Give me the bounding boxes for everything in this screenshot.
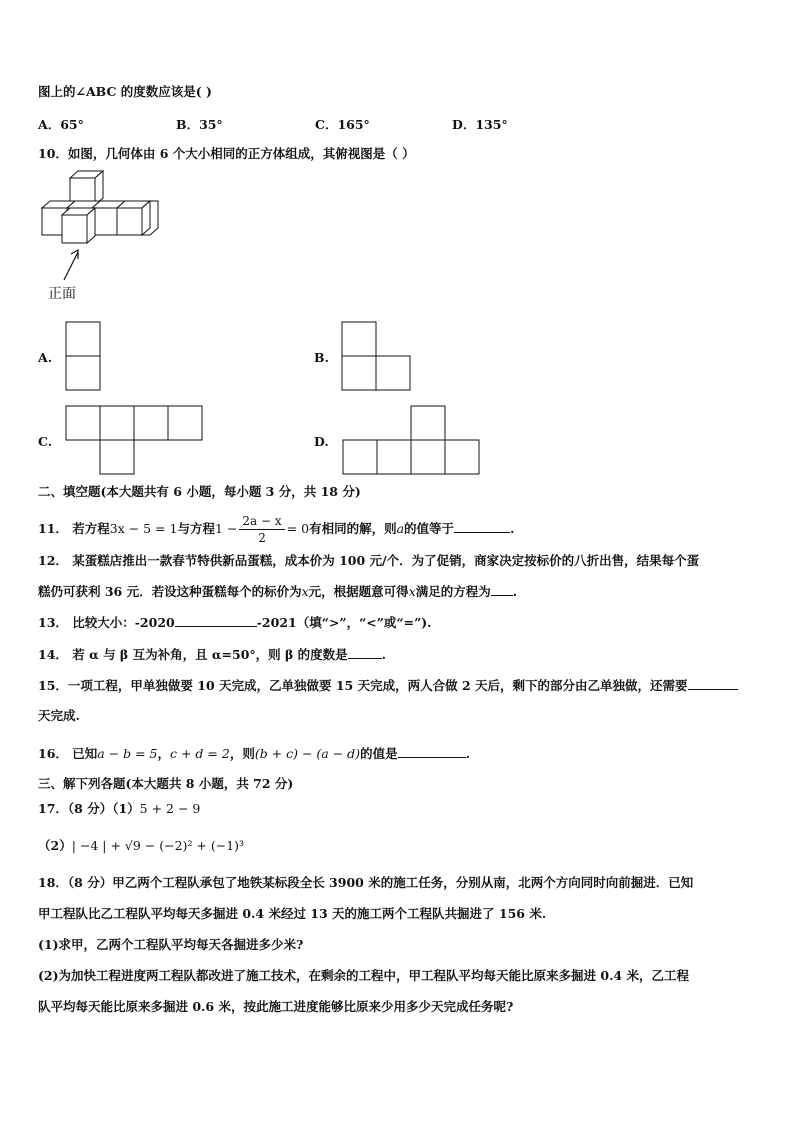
q12-variable: x bbox=[301, 584, 309, 599]
front-view-arrow bbox=[58, 244, 88, 284]
q11-mid: 与方程 bbox=[177, 521, 216, 536]
q10-option-b-view bbox=[341, 321, 413, 392]
q11-eq2-pre: 1 − bbox=[215, 521, 238, 536]
q10-option-d-view bbox=[341, 405, 483, 476]
q12-line2-b: 元，根据题意可得 bbox=[308, 584, 409, 599]
q12-line2-c: 满足的方程为 bbox=[415, 584, 491, 599]
q9-option-c: C．165° bbox=[315, 117, 370, 132]
q11-variable: a bbox=[396, 521, 405, 536]
q12-line1: 12． 某蛋糕店推出一款春节特供新品蛋糕，成本价为 100 元/个．为了促销，商家决定按标价的八折出售，结果每个蛋 bbox=[38, 553, 700, 568]
section2-title: 二、填空题(本大题共有 6 小题，每小题 3 分，共 18 分) bbox=[38, 484, 361, 499]
q12-answer-blank[interactable] bbox=[491, 583, 513, 596]
q10-option-a-label: A. bbox=[38, 350, 53, 365]
q16-separator: ， bbox=[157, 746, 171, 761]
q11-fraction-denominator: 2 bbox=[258, 531, 266, 545]
q15 bbox=[38, 677, 738, 694]
q18-sub2-line2: 队平均每天能比原来多掘进 0.6 米，按此施工进度能够比原来少用多少天完成任务呢? bbox=[38, 999, 514, 1014]
q11-equation-1: 3x − 5 = 1 bbox=[109, 521, 178, 536]
q16-equation-1: a − b = 5 bbox=[97, 746, 158, 761]
q14-answer-blank[interactable] bbox=[348, 646, 382, 659]
q14-end: . bbox=[381, 647, 387, 662]
q16-answer-blank[interactable] bbox=[398, 745, 466, 758]
q16-mid: ，则 bbox=[229, 746, 255, 761]
q11-tail2: 的值等于 bbox=[404, 521, 455, 536]
q9-option-b: B．35° bbox=[176, 117, 223, 132]
q11-fraction-numerator: 2a − x bbox=[239, 513, 284, 530]
q9-option-a: A．65° bbox=[38, 117, 84, 132]
q15-line1: 15．一项工程，甲单独做要 10 天完成，乙单独做要 15 天完成，两人合做 2 天后，剩下的部分由乙单独做，还需要 bbox=[38, 678, 688, 693]
q13 bbox=[38, 614, 432, 631]
q15-line2: 天完成. bbox=[38, 708, 80, 723]
section3-title: 三、解下列各题(本大题共 8 小题，共 72 分) bbox=[38, 776, 294, 791]
q16-expression: (b + c) − (a − d) bbox=[254, 746, 361, 761]
q17-expression-1: 5 + 2 − 9 bbox=[139, 801, 201, 816]
q17-part2 bbox=[38, 838, 244, 854]
q15-answer-blank[interactable] bbox=[688, 677, 738, 690]
q18-line1: 18．（8 分）甲乙两个工程队承包了地铁某标段全长 3900 米的施工任务，分别从南，北两个方向同时向前掘进．已知 bbox=[38, 875, 694, 890]
q17-stem: 17．（8 分）（1） bbox=[38, 801, 140, 816]
q18-sub1: (1)求甲，乙两个工程队平均每天各掘进多少米? bbox=[38, 937, 304, 952]
q14 bbox=[38, 646, 386, 663]
q16 bbox=[38, 745, 470, 762]
q16-equation-2: c + d = 2 bbox=[170, 746, 230, 761]
q10-solid-figure bbox=[40, 170, 165, 245]
q10-option-d-label: D. bbox=[314, 434, 329, 449]
q11-eq2-post: = 0 bbox=[286, 521, 310, 536]
q10-stem: 10．如图，几何体由 6 个大小相同的正方体组成，其俯视图是（ ） bbox=[38, 146, 415, 161]
q17-part2-label: （2） bbox=[38, 838, 72, 853]
q10-option-c-label: C. bbox=[38, 434, 53, 449]
q11-prefix: 11． 若方程 bbox=[38, 521, 110, 536]
q16-prefix: 16． 已知 bbox=[38, 746, 98, 761]
q18-line2: 甲工程队比乙工程队平均每天多掘进 0.4 米经过 13 天的施工两个工程队共掘进了 156 米. bbox=[38, 906, 547, 921]
q12-variable-2: x bbox=[408, 584, 416, 599]
q14-stem: 14． 若 α 与 β 互为补角，且 α=50°，则 β 的度数是 bbox=[38, 647, 348, 662]
q13-tail: -2021（填“>”，“<”或“=”). bbox=[256, 615, 432, 630]
q11 bbox=[38, 513, 514, 546]
q12-line2 bbox=[38, 583, 517, 600]
q10-option-b-label: B. bbox=[314, 350, 329, 365]
q18-sub2-line1: (2)为加快工程进度两工程队都改进了施工技术，在剩余的工程中，甲工程队平均每天能比原来多掘进 0.4 米，乙工程 bbox=[38, 968, 689, 983]
q17 bbox=[38, 801, 200, 817]
q10-option-c-view bbox=[65, 405, 205, 476]
q12-end: . bbox=[512, 584, 518, 599]
q16-tail: 的值是 bbox=[360, 746, 398, 761]
q11-tail: 有相同的解，则 bbox=[309, 521, 397, 536]
q12-line2-a: 糕仍可获利 36 元．若设这种蛋糕每个的标价为 bbox=[38, 584, 302, 599]
q11-end: . bbox=[510, 521, 515, 536]
q16-end: . bbox=[465, 746, 470, 761]
q11-answer-blank[interactable] bbox=[454, 520, 510, 533]
q10-option-a-view bbox=[65, 321, 103, 392]
front-view-label: 正面 bbox=[48, 286, 76, 302]
q11-fraction bbox=[239, 513, 284, 546]
q9-stem-tail: 图上的∠ABC 的度数应该是( ) bbox=[38, 84, 212, 99]
q17-expression-2: | −4 | + √9 − (−2)² + (−1)³ bbox=[71, 838, 245, 853]
q13-stem: 13． 比较大小：-2020 bbox=[38, 615, 175, 630]
q13-answer-blank[interactable] bbox=[175, 614, 257, 627]
q9-option-d: D．135° bbox=[452, 117, 508, 132]
